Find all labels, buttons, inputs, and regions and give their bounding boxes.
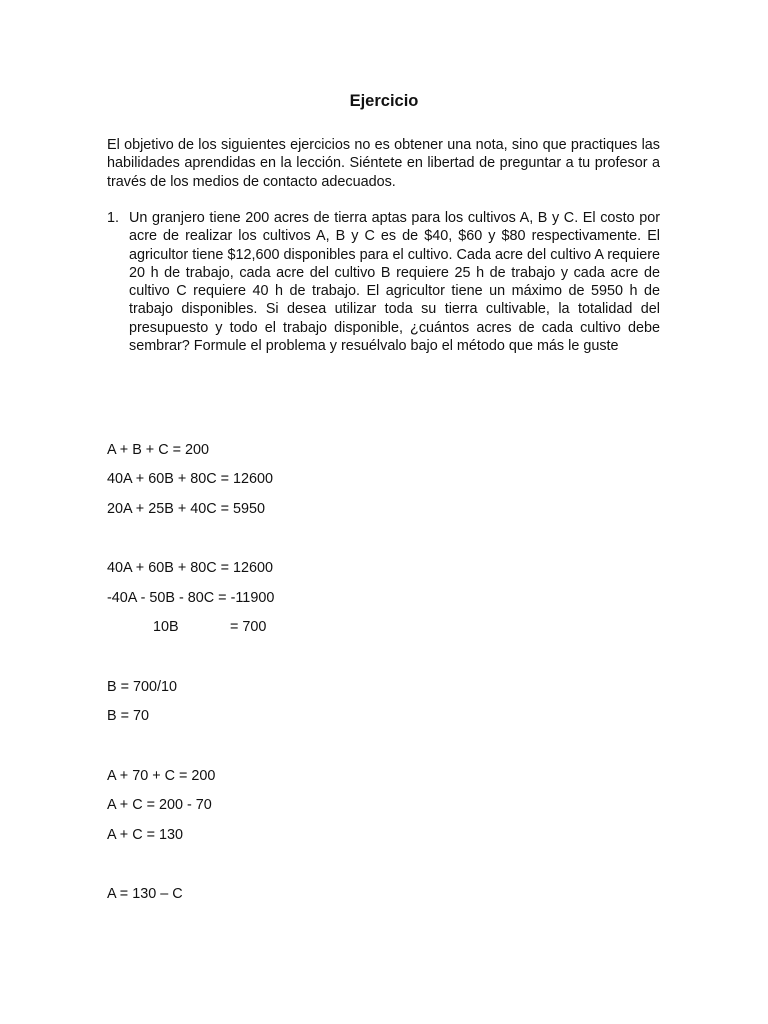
equation-line: A + C = 130 [107,827,184,843]
problem-item [107,209,660,355]
equation-line: A + 70 + C = 200 [107,768,216,784]
equation-line: 20A + 25B + 40C = 5950 [107,501,266,517]
equation-line: B = 70 [107,708,150,724]
equation-line: -40A - 50B - 80C = -11900 [107,590,275,606]
equation-line: 40A + 60B + 80C = 12600 [107,471,274,487]
equation-line: B = 700/10 [107,679,178,695]
equation-result-right: = 700 [230,619,267,635]
problem-text: Un granjero tiene 200 acres de tierra aptas para los cultivos A, B y C. El costo por acre de realizar los cultivos A, B y C es de $40, $60 y $80 respectivamente. El agricultor tiene $12,600 disponibles para el cultivo. Cada acre del cultivo A requiere 20 h de trabajo, cada acre del cultivo B requiere 25 h de trabajo y cada acre de cultivo C requiere 40 h de trabajo. El agricultor tiene un máximo de 5950 h de trabajo disponibles. Si desea utilizar toda su tierra cultivable, la totalidad del presupuesto y todo el trabajo disponible, ¿cuántos acres de cada cultivo debe sembrar? Formule el problema y resuélvalo bajo el método que más le guste [129,210,660,355]
equation-line: A + C = 200 - 70 [107,797,212,813]
equation-line: A + B + C = 200 [107,442,210,458]
equation-line: 40A + 60B + 80C = 12600 [107,560,274,576]
intro-paragraph: El objetivo de los siguientes ejercicios no es obtener una nota, sino que practiques las habilidades aprendidas en la lección. Siéntete en libertad de preguntar a tu profesor a través de los medios de contacto adecuados. [107,137,660,190]
problem-number: 1. [107,210,120,226]
equation-line: A = 130 – C [107,886,183,902]
page-title: Ejercicio [349,92,419,110]
equation-result-left: 10B [153,619,179,635]
